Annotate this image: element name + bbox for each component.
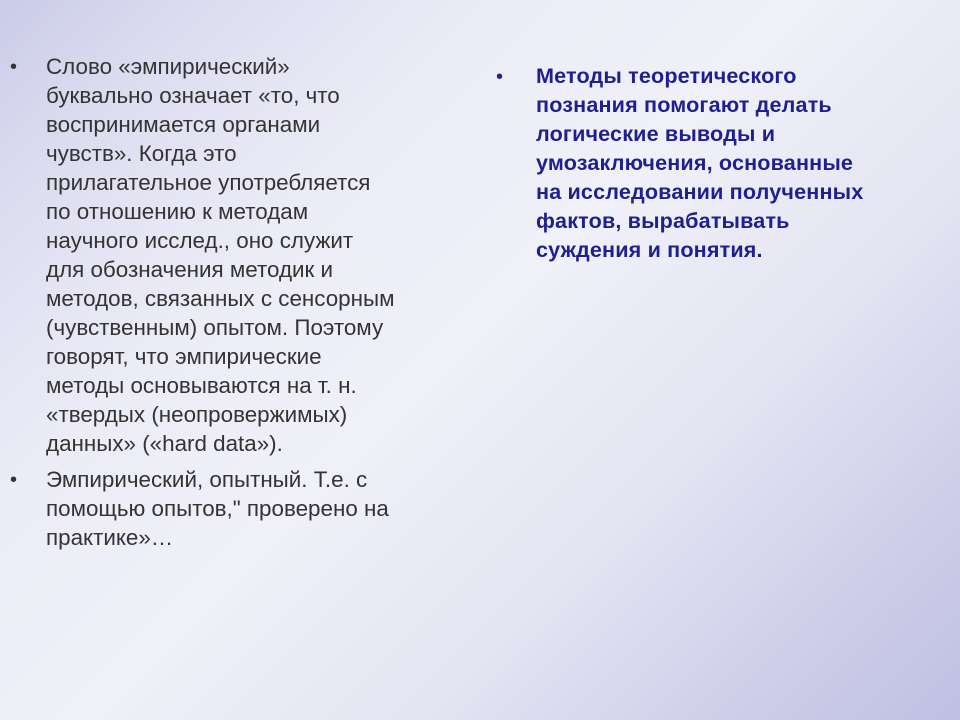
left-column — [10, 52, 480, 552]
empirical-definition-text — [46, 52, 480, 458]
list-item — [10, 52, 480, 458]
text-line: помощью опытов," проверено на — [46, 496, 389, 521]
list-item — [496, 61, 946, 264]
bullet-icon: • — [496, 66, 504, 88]
text-line: практике»… — [46, 525, 174, 550]
text-line: «твердых (неопровержимых) — [46, 402, 348, 427]
text-line: прилагательное употребляется — [46, 170, 371, 195]
text-line: Методы теоретического — [536, 63, 797, 88]
text-line: воспринимается органами — [46, 112, 321, 137]
text-line: (чувственным) опытом. Поэтому — [46, 315, 384, 340]
right-bullet-list — [496, 61, 946, 264]
theoretical-methods-text — [536, 61, 946, 264]
text-line: умозаключения, основанные — [536, 150, 854, 175]
list-item — [10, 465, 480, 552]
text-line: суждения и понятия. — [536, 237, 763, 262]
text-line: буквально означает «то, что — [46, 83, 340, 108]
text-line: познания помогают делать — [536, 92, 832, 117]
text-line: Слово «эмпирический» — [46, 54, 290, 79]
text-line: методы основываются на т. н. — [46, 373, 357, 398]
right-column — [496, 61, 946, 264]
empirical-synonym-text — [46, 465, 480, 552]
text-line: методов, связанных с сенсорным — [46, 286, 395, 311]
text-line: на исследовании полученных — [536, 179, 864, 204]
text-line: по отношению к методам — [46, 199, 309, 224]
text-line: Эмпирический, опытный. Т.е. с — [46, 467, 368, 492]
text-line: научного исслед., оно служит — [46, 228, 354, 253]
text-line: фактов, вырабатывать — [536, 208, 790, 233]
text-line: данных» («hard data»). — [46, 431, 283, 456]
text-line: логические выводы и — [536, 121, 776, 146]
text-line: для обозначения методик и — [46, 257, 334, 282]
bullet-icon: • — [10, 469, 18, 491]
bullet-icon: • — [10, 56, 18, 78]
left-bullet-list — [10, 52, 480, 552]
text-line: чувств». Когда это — [46, 141, 237, 166]
text-line: говорят, что эмпирические — [46, 344, 322, 369]
